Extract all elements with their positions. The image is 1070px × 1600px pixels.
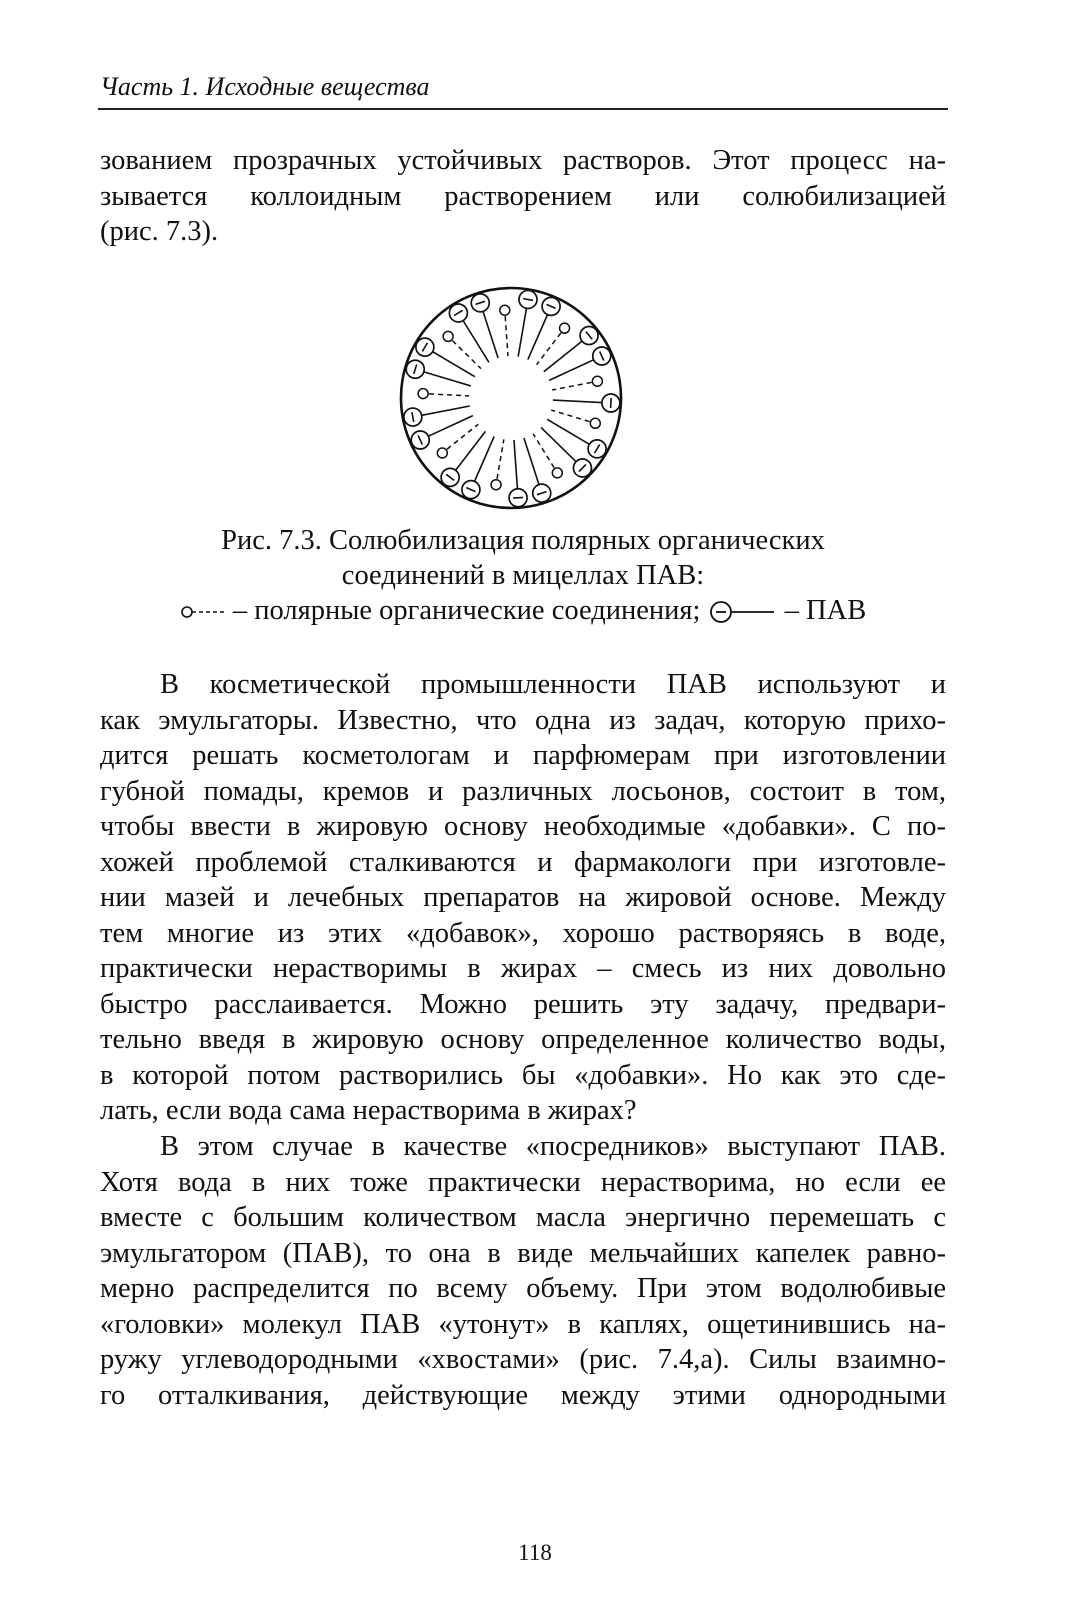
polar-compound-tail [533, 434, 554, 468]
polar-compound-tail [497, 439, 504, 478]
surfactant-tail [514, 440, 517, 489]
paragraph-1 [100, 667, 946, 1129]
polar-compound-tail [552, 382, 591, 390]
surfactant-tail [456, 431, 486, 470]
polar-compound-head [560, 323, 570, 333]
micelle-figure [386, 278, 636, 518]
header-rule [98, 108, 948, 110]
surfactant-tail [422, 406, 470, 415]
surfactant-tail [518, 308, 526, 356]
caption-line: Рис. 7.3. Солюбилизация полярных органических [221, 525, 825, 556]
surfactant-tail [424, 372, 471, 386]
intro-text [100, 143, 946, 250]
text-line: го отталкивания, действующие между этими однородными [100, 1379, 946, 1411]
surfactant-tail [524, 438, 539, 485]
text-line: тельно введя в жировую основу определенное количество воды, [100, 1024, 946, 1055]
caption-line: соединений в мицеллах ПАВ: [341, 560, 705, 591]
polar-compound-tail [551, 410, 589, 422]
polar-compound-head [552, 468, 562, 478]
surfactant-tail [528, 315, 548, 360]
polar-compound-tail [429, 394, 469, 396]
surfactant-tail [428, 416, 472, 437]
paragraph-2 [100, 1129, 946, 1413]
text-line: как эмульгаторы. Известно, что одна из задач, которую прихо- [100, 704, 946, 736]
polar-compound-head [437, 448, 447, 458]
polar-compound-symbol [180, 604, 226, 620]
text-line: в которой потом растворились бы «добавки». Но как это сде- [100, 1059, 946, 1091]
surfactant-tail [475, 436, 495, 481]
text-line: «головки» молекул ПАВ «утонут» в каплях, ощетинившись на- [100, 1308, 946, 1340]
text-line: вместе с большим количеством масла энергично перемешать с [100, 1202, 946, 1233]
caption-legend [100, 593, 946, 628]
polar-compound-tail [452, 341, 481, 369]
text-line: В косметической промышленности ПАВ используют и [160, 669, 946, 700]
text-line: эмульгатором (ПАВ), то она в виде мельчайших капелек равно- [100, 1237, 946, 1269]
page-number: 118 [518, 1540, 552, 1565]
polar-compound-head [592, 376, 602, 386]
text-line: дится решать косметологам и парфюмерам при изготовлении [100, 740, 946, 771]
text-line: тем многие из этих «добавок», хорошо растворяясь в воде, [100, 917, 946, 949]
text-line: чтобы ввести в жировую основу необходимые «добавки». С по- [100, 811, 946, 842]
polar-compound-head [491, 480, 501, 490]
polar-compound-head [500, 305, 510, 315]
polar-compound-tail [447, 424, 478, 449]
text-line: лать, если вода сама нерастворима в жирах? [100, 1095, 637, 1126]
text-line: зывается коллоидным растворением или солюбилизацией [100, 180, 946, 212]
text-line: В этом случае в качестве «посредников» выступают ПАВ. [160, 1131, 946, 1162]
legend-surfactant-label: – ПАВ [784, 595, 867, 626]
surfactant-tail [483, 311, 498, 358]
surfactant-symbol [708, 599, 778, 625]
text-line: нии мазей и лечебных препаратов на жировой основе. Между [100, 882, 946, 913]
running-head: Часть 1. Исходные вещества [100, 72, 430, 101]
text-line: (рис. 7.3). [100, 216, 219, 247]
polar-compound-head [590, 418, 600, 428]
polar-compound-head [443, 331, 453, 341]
polar-compound-head [418, 389, 428, 399]
surfactant-tail [553, 400, 602, 402]
surfactant-tail [463, 321, 489, 363]
surfactant-charge [513, 497, 523, 498]
text-line: Хотя вода в них тоже практически нерастворима, но если ее [100, 1166, 946, 1198]
text-line: хожей проблемой сталкиваются и фармакологи при изготовле- [100, 846, 946, 878]
figure-caption [100, 523, 946, 628]
legend-polar-label: – полярные органические соединения; [232, 595, 701, 626]
text-line: быстро расслаивается. Можно решить эту задачу, предвари- [100, 988, 946, 1020]
text-line: губной помады, кремов и различных лосьонов, состоит в том, [100, 775, 946, 807]
text-line: мерно распределится по всему объему. При этом водолюбивые [100, 1273, 946, 1304]
micelle-diagram [401, 288, 621, 508]
polar-compound-tail [537, 333, 561, 365]
polar-compound-tail [505, 316, 508, 356]
text-line: ружу углеводородными «хвостами» (рис. 7.4,а). Силы взаимно- [100, 1344, 946, 1375]
text-line: зованием прозрачных устойчивых растворов. Этот процесс на- [100, 145, 946, 176]
text-line: практически нерастворимы в жирах – смесь из них довольно [100, 953, 946, 984]
